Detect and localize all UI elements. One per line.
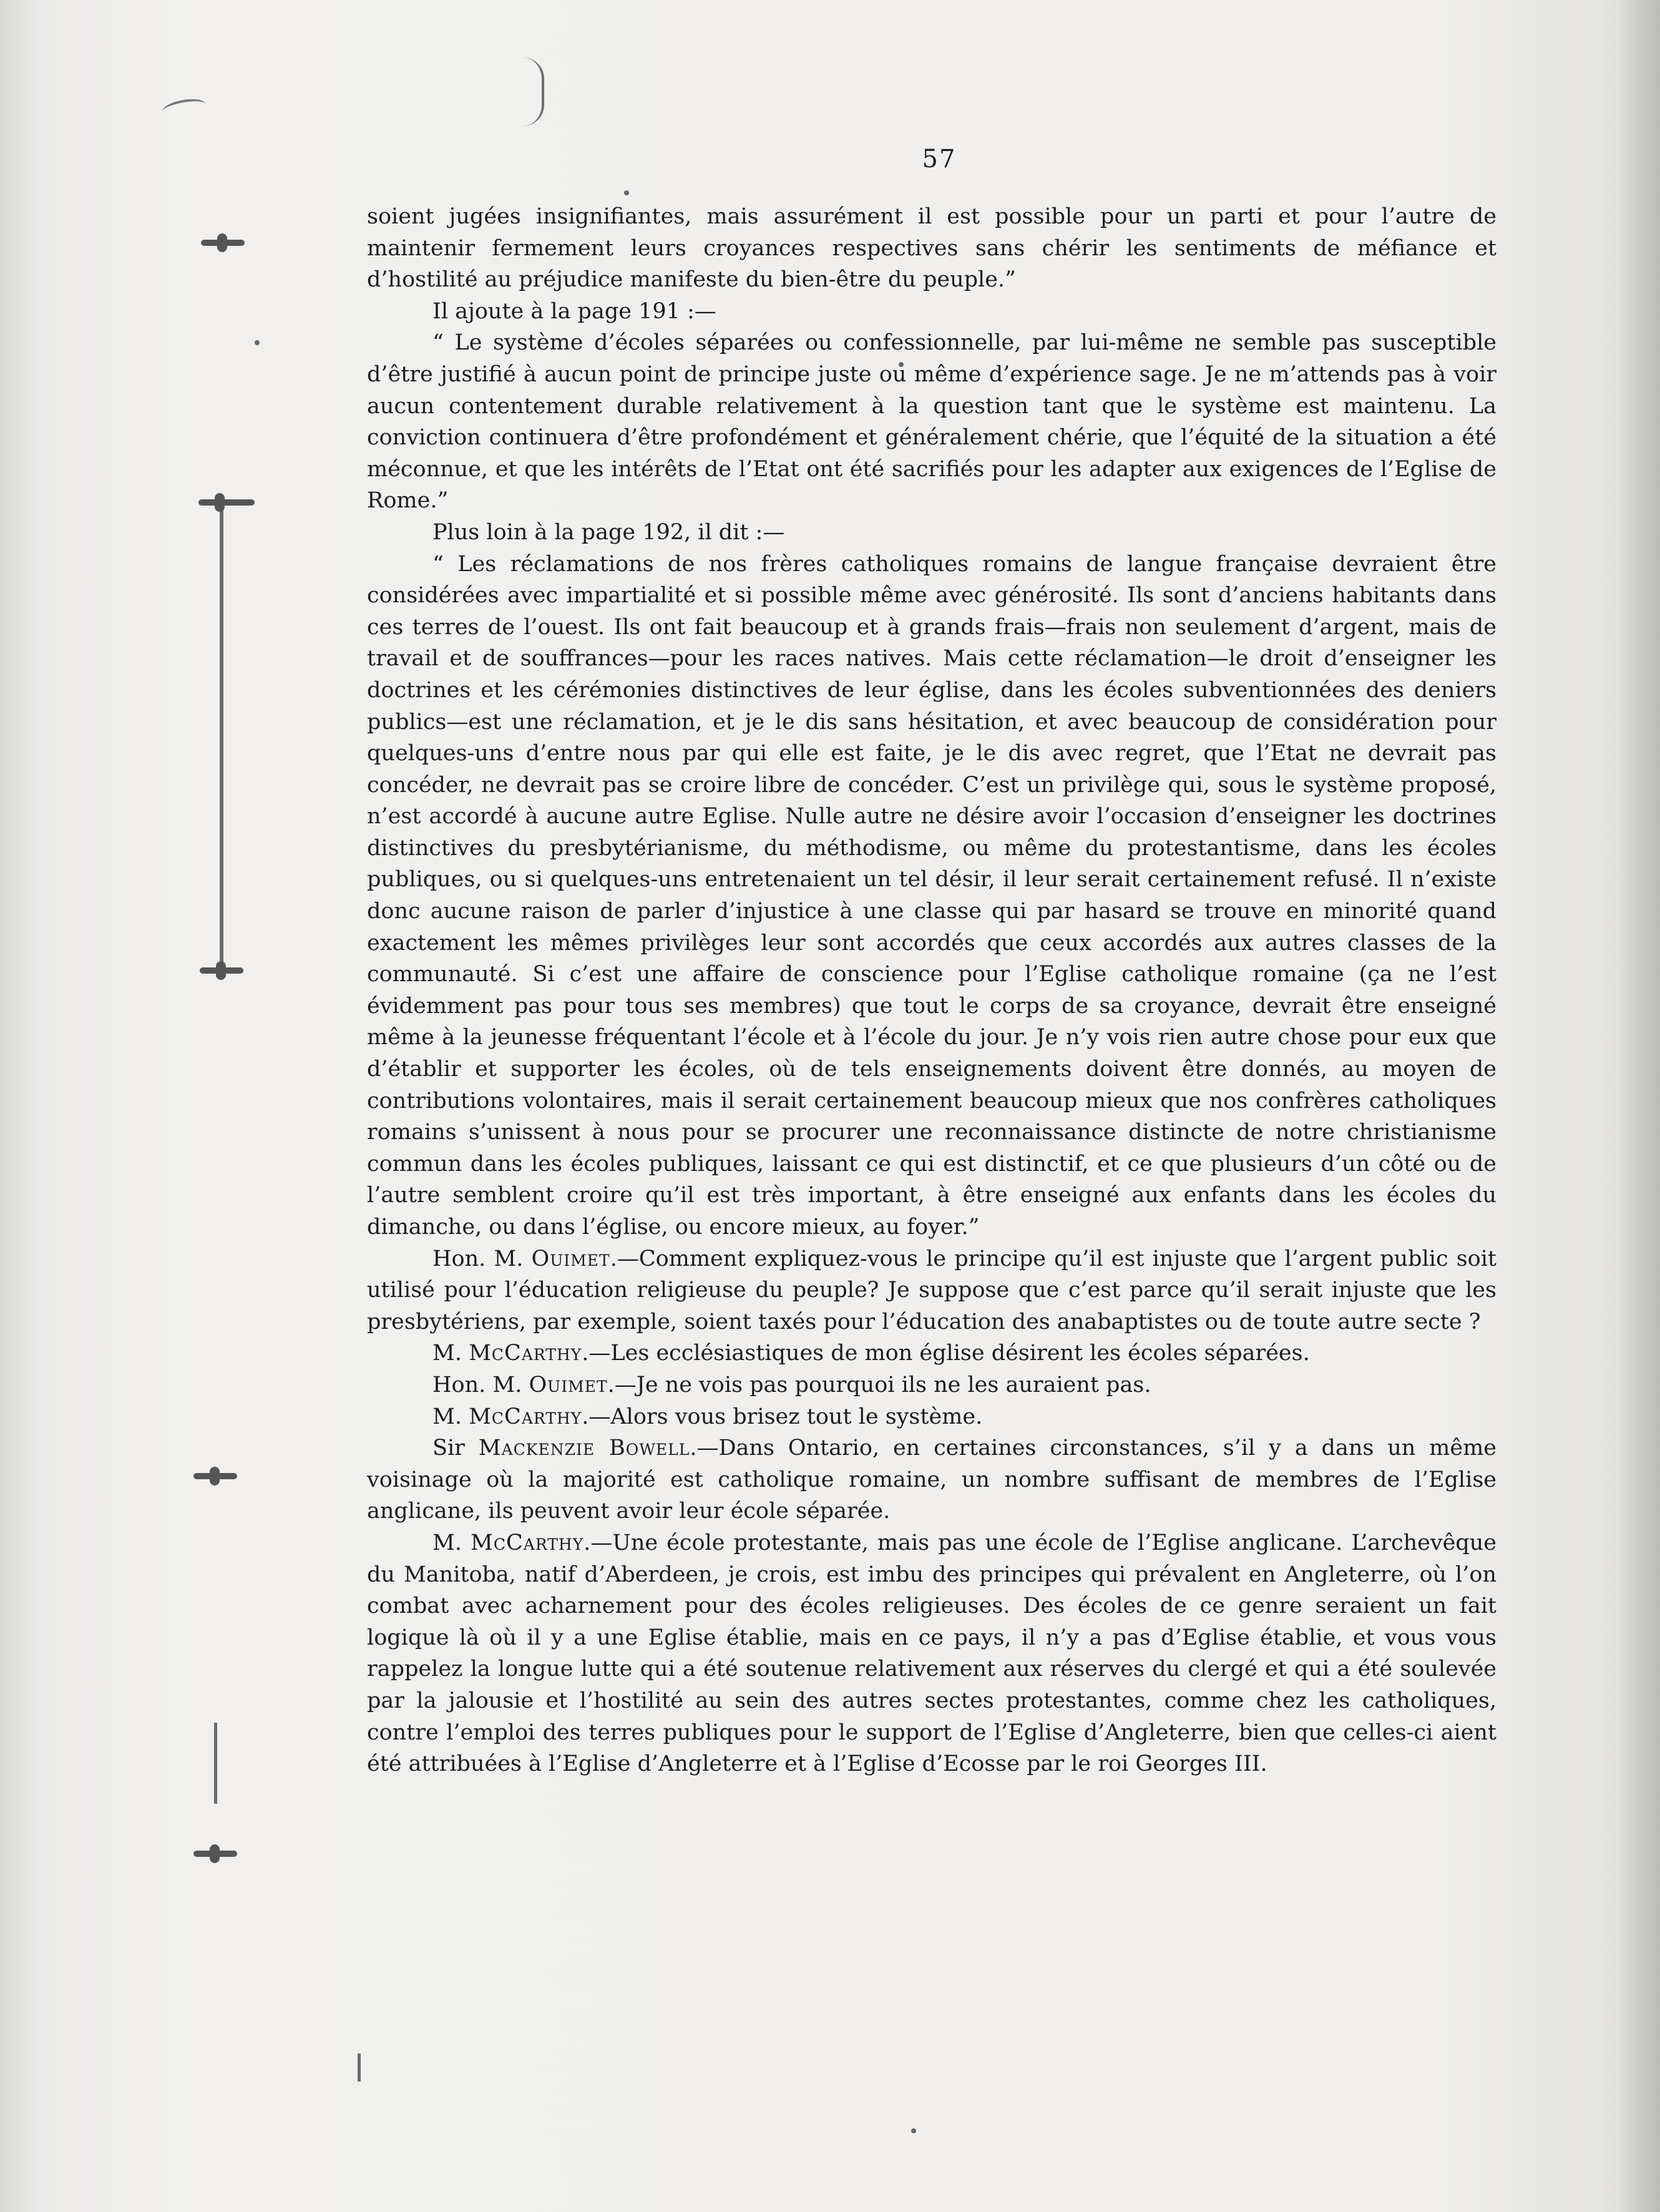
- paragraph: [367, 327, 1496, 517]
- speaker-name: McCarthy: [469, 1404, 582, 1429]
- paragraph: [367, 1401, 1496, 1433]
- paragraph-text: .—Alors vous brisez tout le système.: [582, 1404, 983, 1429]
- paragraph-text: M.: [432, 1341, 469, 1366]
- binding-staple-icon: [193, 1473, 237, 1479]
- paragraph-text: “ Les réclamations de nos frères catholiques romains de langue française devraient être considérées avec impartialité et si possible même avec générosité. Ils sont d’anciens habitants dans ces terres de l’ouest. Ils ont fait beaucoup et à grands frais—frais non seulement d’argent, mais de travail et de souffrances—pour les races natives. Mais cette réclamation—le droit d’enseigner les doctrines et les cérémonies distinctives de leur église, dans les écoles subventionnées des deniers publics—est une réclamation, et je le dis sans hésitation, et avec beaucoup de considération pour quelques-uns d’entre nous par qui elle est faite, je le dis avec regret, que l’Etat ne devrait pas concéder, ne devrait pas se croire libre de concéder. C’est un privilège qui, sous le système proposé, n’est accordé à aucune autre Eglise. Nulle autre ne désire avoir l’occasion d’enseigner les doctrines distinctives du presbytérianisme, du méthodisme, ou même du protestantisme, dans les écoles publiques, ou si quelques-uns entretenaient un tel désir, il leur serait certainement refusé. Il n’existe donc aucune raison de parler d’injustice à une classe qui par hasard se trouve en minorité quand exactement les mêmes privilèges leur sont accordés que ceux accordés aux autres classes de la communauté. Si c’est une affaire de conscience pour l’Eglise catholique romaine (ça ne l’est évidemment pas pour tous ses membres) que tout le corps de sa croyance, devrait être enseigné même à la jeunesse fréquentant l’école et à l’école du jour. Je n’y vois rien autre chose pour eux que d’établir et supporter les écoles, où de tels enseignements doivent être donnés, au moyen de contributions volontaires, mais il serait certainement beaucoup mieux que nos confrères catholiques romains s’unissent à nous pour se procurer une reconnaissance distincte de notre christianisme commun dans les écoles publiques, laissant ce qui est distinctif, et ce que plusieurs d’un côté ou de l’autre semblent croire qu’il est très important, à être enseigné aux enfants dans les écoles du dimanche, ou dans l’église, ou encore mieux, au foyer.”: [367, 551, 1496, 1240]
- paragraph-text: M.: [432, 1404, 469, 1429]
- paragraph: [367, 1243, 1496, 1338]
- scan-dot: [911, 2128, 916, 2133]
- paragraph-text: .—Dans Ontario, en certaines circonstances, s’il y a dans un même voisinage où la majorité est catholique romaine, un nombre suffisant de membres de l’Eglise anglicane, ils peuvent avoir leur école séparée.: [367, 1436, 1496, 1524]
- speaker-name: Ouimet: [531, 1246, 610, 1271]
- paragraph-text: Hon. M.: [432, 1246, 532, 1271]
- paragraph-text: Plus loin à la page 192, il dit :—: [432, 519, 785, 545]
- scan-artifact-curl: [161, 96, 207, 120]
- paragraph: [367, 1369, 1496, 1401]
- paragraph: [367, 1432, 1496, 1527]
- scan-artifact-stroke: [358, 2053, 361, 2082]
- paragraph-text: Il ajoute à la page 191 :—: [432, 298, 716, 324]
- paragraph: [367, 296, 1496, 328]
- page-edge-shadow: [1616, 0, 1660, 2212]
- speaker-name: Ouimet: [529, 1372, 608, 1397]
- paragraph: [367, 1338, 1496, 1369]
- scan-dot: [255, 340, 260, 345]
- binding-thread-fragment: [214, 1723, 217, 1804]
- paragraph-text: .—Une école protestante, mais pas une école de l’Eglise anglicane. L’archevêque du Manitoba, natif d’Aberdeen, je crois, est imbu des principes qui prévalent en Angleterre, où l’on combat avec acharnement pour des écoles religieuses. Des écoles de ce genre seraient un fait logique là où il y a une Eglise établie, mais en ce pays, il n’y a pas d’Eglise établie, et vous vous rappelez la longue lutte qui a été soutenue relativement aux réserves du clergé et qui a été soulevée par la jalousie et l’hostilité au sein des autres sectes protestantes, comme chez les catholiques, contre l’emploi des terres publiques pour le support de l’Eglise d’Angleterre, bien que celles-ci aient été attribuées à l’Eglise d’Angleterre et à l’Eglise d’Ecosse par le roi Georges III.: [367, 1530, 1497, 1777]
- paragraph: [367, 517, 1496, 549]
- paragraph-text: “ Le système d’écoles séparées ou confessionnelle, par lui-même ne semble pas susceptible d’être justifié à aucun point de principe juste ou même d’expérience sage. Je ne m’attends pas à voir aucun contentement durable relativement à la question tant que le système est maintenu. La conviction continuera d’être profondément et généralement chérie, que l’équité de la situation a été méconnue, et que les intérêts de l’Etat ont été sacrifiés pour les adapter aux exigences de l’Eglise de Rome.”: [367, 330, 1496, 514]
- speaker-name: McCarthy: [471, 1530, 584, 1555]
- binding-thread: [220, 509, 223, 967]
- page-number: 57: [922, 145, 957, 174]
- paragraph-text: .—Comment expliquez-vous le principe qu’il est injuste que l’argent public soit utilisé pour l’éducation religieuse du peuple? Je suppose que c’est parce qu’il serait injuste que les presbytériens, par exemple, soient taxés pour l’éducation des anabaptistes ou de toute autre secte ?: [367, 1246, 1496, 1334]
- paragraph: [367, 549, 1496, 1243]
- binding-staple-icon: [198, 499, 255, 506]
- binding-staple-icon: [200, 967, 243, 974]
- paragraph-text: .—Je ne vois pas pourquoi ils ne les auraient pas.: [607, 1372, 1151, 1397]
- speaker-name: Mackenzie Bowell: [478, 1436, 690, 1461]
- body-text: [367, 201, 1496, 1780]
- binding-staple-icon: [201, 240, 245, 246]
- paragraph-text: .—Les ecclésiastiques de mon église désirent les écoles séparées.: [582, 1341, 1310, 1366]
- binding-staple-icon: [193, 1851, 237, 1857]
- scan-artifact-bracket: [523, 57, 544, 126]
- scan-dot: [624, 190, 629, 195]
- paragraph-text: soient jugées insignifiantes, mais assurément il est possible pour un parti et pour l’autre de maintenir fermement leurs croyances respectives sans chérir les sentiments de méfiance et d’hostilité au préjudice manifeste du bien-être du peuple.”: [367, 204, 1496, 293]
- speaker-name: McCarthy: [469, 1341, 582, 1366]
- paragraph-text: M.: [432, 1530, 471, 1555]
- paragraph: [367, 201, 1496, 296]
- paragraph-text: Sir: [432, 1436, 479, 1461]
- paragraph: [367, 1527, 1496, 1780]
- paragraph-text: Hon. M.: [432, 1372, 529, 1397]
